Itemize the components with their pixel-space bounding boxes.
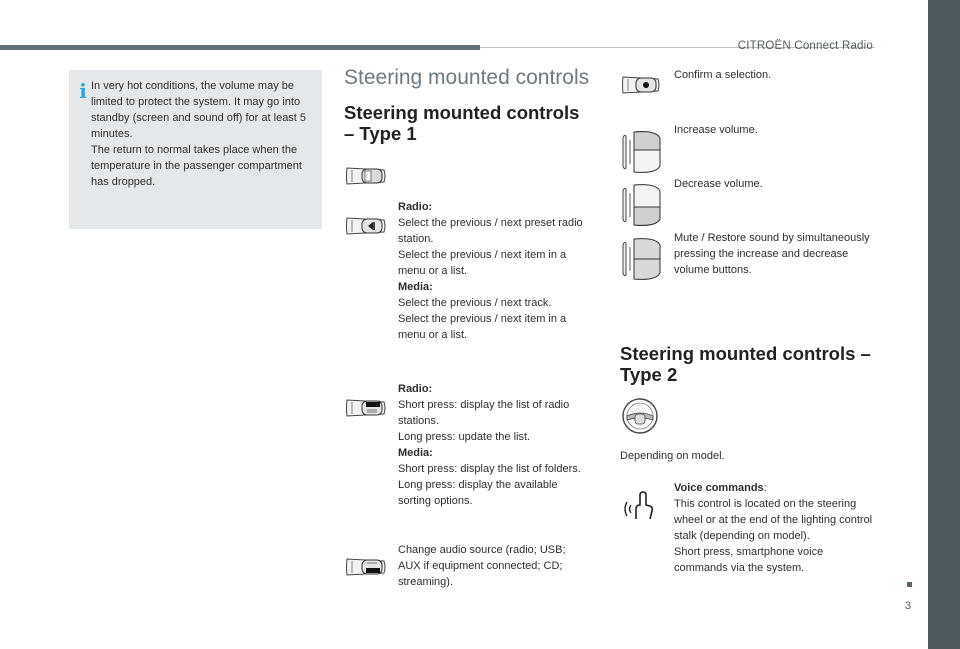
desc-text: Short press: display the list of radio stations. bbox=[398, 399, 570, 427]
volume-down-desc: Decrease volume. bbox=[674, 178, 763, 190]
radio-label: Radio: bbox=[398, 201, 433, 213]
header-rule bbox=[0, 45, 480, 50]
desc-text: Short press: display the list of folders. bbox=[398, 463, 581, 475]
desc-text: Select the previous / next item in a menu or a list. bbox=[398, 313, 567, 341]
media-label: Media: bbox=[398, 447, 433, 459]
side-band bbox=[928, 0, 960, 649]
type1-title: Steering mounted controls – Type 1 bbox=[344, 102, 580, 144]
desc-text: This control is located on the steering wheel or at the end of the lighting control stalk (depending on model). bbox=[674, 498, 873, 542]
steering-wheel-icon bbox=[620, 396, 660, 436]
type1-item2-desc bbox=[398, 381, 588, 509]
desc-text: Long press: display the available sorting options. bbox=[398, 479, 558, 507]
type1-item1-desc bbox=[398, 199, 588, 343]
confirm-control-icon bbox=[620, 70, 662, 100]
desc-text: Select the previous / next item in a menu or a list. bbox=[398, 249, 567, 277]
section-title: Steering mounted controls bbox=[344, 66, 590, 89]
list-control-icon bbox=[344, 392, 388, 424]
seek-control-icon bbox=[344, 210, 388, 242]
volume-up-icon bbox=[620, 128, 664, 176]
mute-control-icon bbox=[620, 235, 664, 283]
info-icon: i bbox=[79, 79, 87, 103]
voice-commands-label: Voice commands bbox=[674, 482, 764, 494]
type2-title: Steering mounted controls – Type 2 bbox=[620, 343, 871, 385]
depending-on-model: Depending on model. bbox=[620, 450, 725, 462]
desc-text: Long press: update the list. bbox=[398, 431, 531, 443]
note-paragraph: The return to normal takes place when the temperature in the passenger compartment has dropped. bbox=[91, 144, 302, 188]
desc-text: Select the previous / next track. bbox=[398, 297, 552, 309]
radio-label: Radio: bbox=[398, 383, 433, 395]
continue-marker bbox=[907, 582, 912, 587]
desc-text: Select the previous / next preset radio station. bbox=[398, 217, 583, 245]
running-head: CITROËN Connect Radio bbox=[737, 40, 873, 52]
source-control-icon bbox=[344, 551, 388, 583]
voice-command-icon bbox=[622, 489, 658, 523]
info-note-text bbox=[91, 78, 317, 190]
volume-up-desc: Increase volume. bbox=[674, 124, 758, 136]
volume-down-icon bbox=[620, 181, 664, 229]
media-label: Media: bbox=[398, 281, 433, 293]
info-note bbox=[69, 70, 322, 229]
desc-text: Short press, smartphone voice commands via the system. bbox=[674, 546, 824, 574]
confirm-desc: Confirm a selection. bbox=[674, 69, 772, 81]
note-paragraph: In very hot conditions, the volume may be limited to protect the system. It may go into standby (screen and sound off) for at least 5 minutes. bbox=[91, 80, 307, 140]
page-number: 3 bbox=[905, 600, 912, 612]
steering-control-overview-icon bbox=[344, 160, 388, 192]
mute-desc: Mute / Restore sound by simultaneously pressing the increase and decrease volume buttons. bbox=[674, 232, 870, 276]
voice-commands-desc: Voice commands: This control is located on the steering wheel or at the end of the lighting control stalk (depending on model). Short press, smartphone voice commands via the system. bbox=[674, 482, 873, 574]
type1-item3-desc: Change audio source (radio; USB; AUX if equipment connected; CD; streaming). bbox=[398, 544, 566, 588]
